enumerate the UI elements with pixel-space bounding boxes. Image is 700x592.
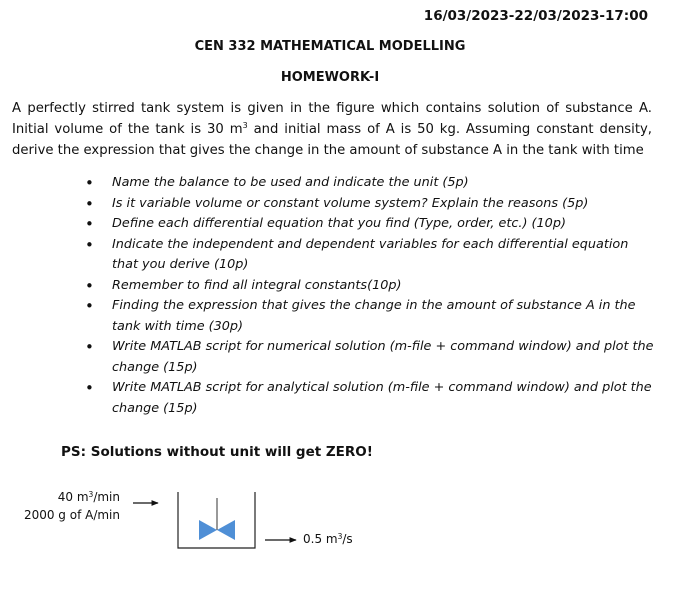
task-item: • Define each differential equation that you find (Type, order, etc.) (10p) <box>85 214 655 235</box>
due-date: 16/03/2023-22/03/2023-17:00 <box>423 8 648 24</box>
task-item: • Write MATLAB script for numerical solution (m-file + command window) and plot the change (15p) <box>85 337 655 378</box>
task-item: • Remember to find all integral constants(10p) <box>85 276 655 297</box>
inflow-rate-unit: /min <box>93 490 120 504</box>
problem-text-2: and initial mass of A is 50 kg. Assuming constant density, derive the expression that gives the change in the amount of substance A in the tank with time <box>12 122 653 158</box>
homework-title: HOMEWORK-I <box>280 70 380 85</box>
task-item: • Name the balance to be used and indicate the unit (5p) <box>85 173 655 194</box>
outflow-rate-sup: 3 <box>337 532 343 541</box>
course-title: CEN 332 MATHEMATICAL MODELLING <box>194 39 466 54</box>
problem-superscript: 3 <box>242 121 248 130</box>
inflow-conc-label: 2000 g of A/min <box>23 508 120 522</box>
problem-text-1: A perfectly stirred tank system is given in the figure which contains solution of substance A. Initial volume of the tank is 30 m <box>12 101 652 137</box>
task-item: • Is it variable volume or constant volume system? Explain the reasons (5p) <box>85 194 655 215</box>
task-item: • Finding the expression that gives the change in the amount of substance A in the tank with time (30p) <box>85 296 655 337</box>
inflow-rate-sup: 3 <box>88 490 94 499</box>
task-item: • Write MATLAB script for analytical solution (m-file + command window) and plot the change (15p) <box>85 378 655 419</box>
stirrer-blade-left <box>199 520 217 540</box>
stirrer-blade-right <box>217 520 235 540</box>
inflow-rate-value: 40 m <box>57 490 89 504</box>
outflow-rate-value: 0.5 m <box>303 532 338 546</box>
outflow-rate-unit: /s <box>342 532 353 546</box>
task-item: • Indicate the independent and dependent variables for each differential equation that you derive (10p) <box>85 235 655 276</box>
ps-note: PS: Solutions without unit will get ZERO! <box>61 444 373 460</box>
